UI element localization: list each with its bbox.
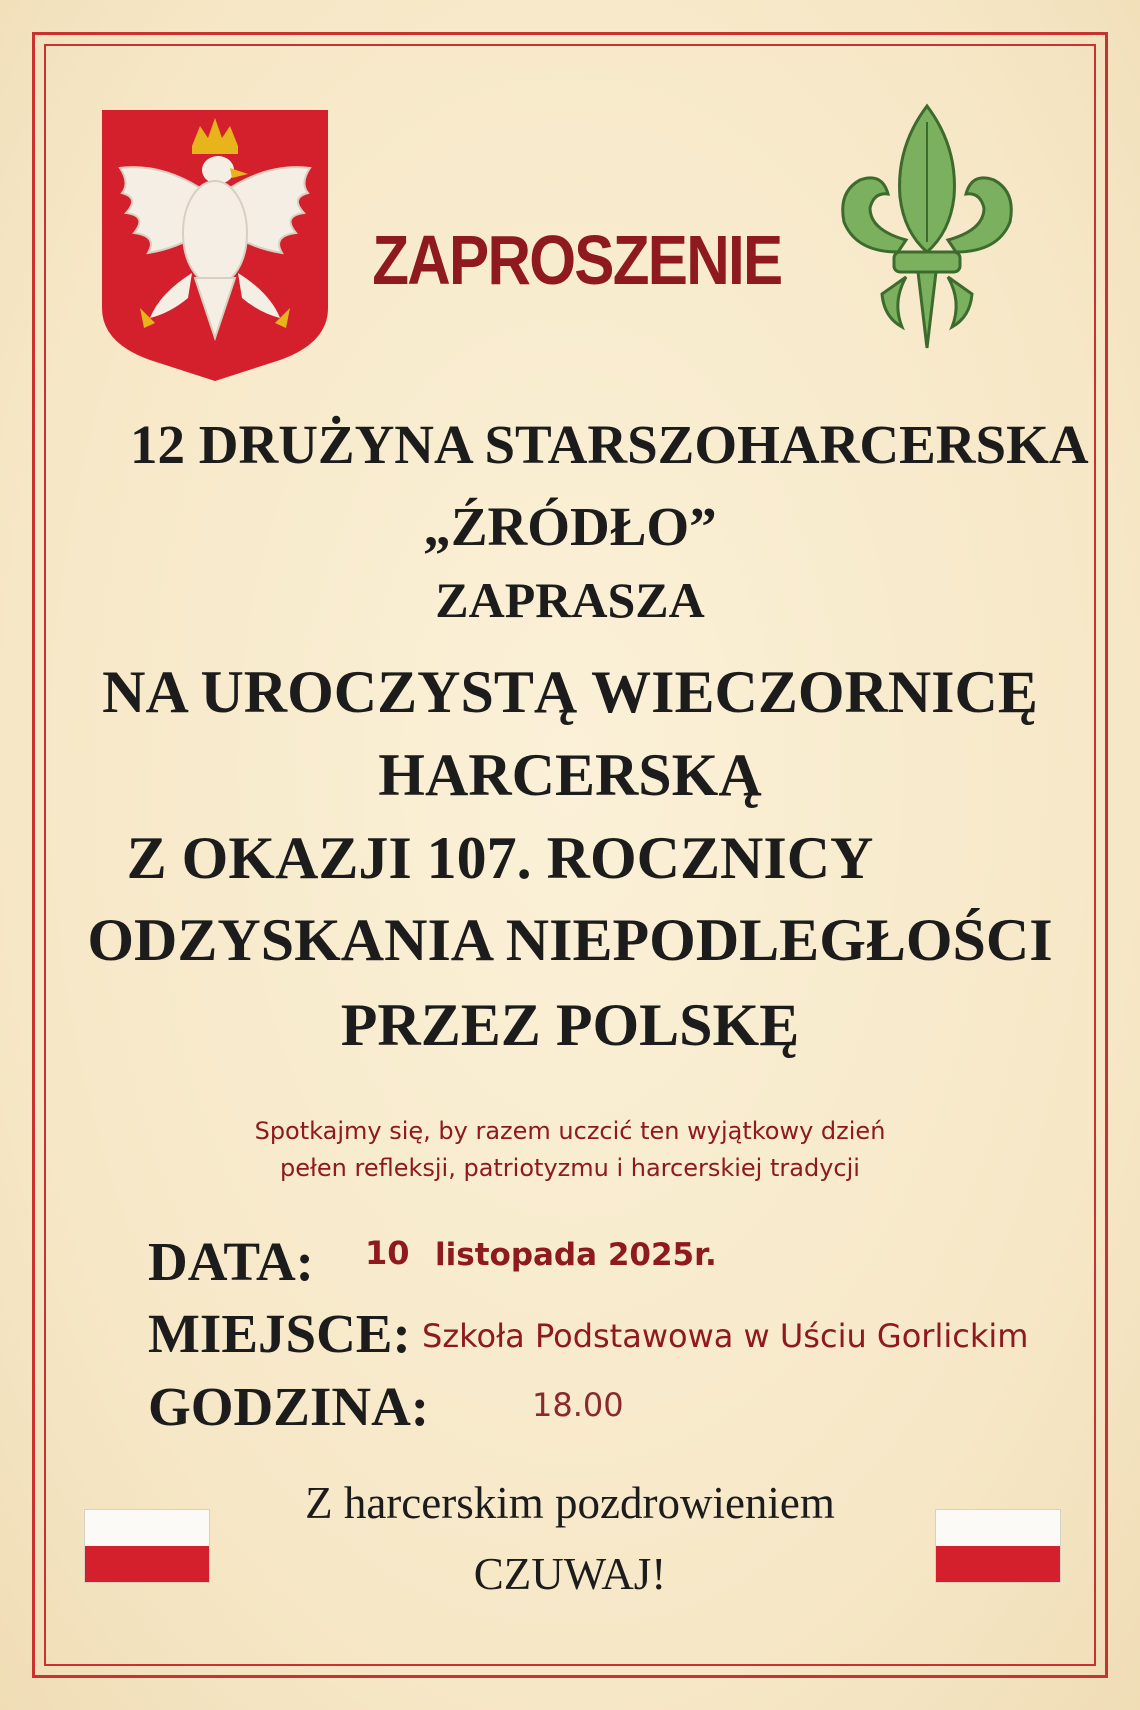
fleur-de-lis-icon bbox=[836, 102, 1018, 354]
place-value: Szkoła Podstawowa w Uściu Gorlickim bbox=[422, 1317, 1029, 1355]
date-rest: listopada 2025r. bbox=[435, 1237, 717, 1273]
headline-line-6: Z OKAZJI 107. ROCZNICY bbox=[126, 825, 874, 891]
time-label: GODZINA: bbox=[148, 1376, 430, 1437]
place-label: MIEJSCE: bbox=[148, 1303, 411, 1364]
polish-eagle-emblem-icon bbox=[100, 108, 330, 383]
time-value: 18.00 bbox=[532, 1386, 624, 1424]
headline-line-1: 12 DRUŻYNA STARSZOHARCERSKA bbox=[130, 414, 1089, 475]
subtitle-line-2: pełen refleksji, patriotyzmu i harcerskiej tradycji bbox=[280, 1154, 860, 1182]
closing-line-1: Z harcerskim pozdrowieniem bbox=[305, 1478, 835, 1528]
polish-flag-left-icon bbox=[84, 1509, 210, 1583]
headline-line-7: ODZYSKANIA NIEPODLEGŁOŚCI bbox=[87, 907, 1053, 973]
headline-line-8: PRZEZ POLSKĘ bbox=[340, 992, 800, 1058]
subtitle-line-1: Spotkajmy się, by razem uczcić ten wyjątkowy dzień bbox=[254, 1117, 886, 1145]
polish-flag-right-icon bbox=[935, 1509, 1061, 1583]
date-label: DATA: bbox=[148, 1231, 314, 1292]
closing-line-2: CZUWAJ! bbox=[473, 1549, 667, 1599]
date-day: 10 bbox=[365, 1234, 410, 1272]
headline-line-3: ZAPRASZA bbox=[435, 572, 705, 628]
invitation-title: ZAPROSZENIE bbox=[372, 221, 782, 299]
headline-line-4: NA UROCZYSTĄ WIECZORNICĘ bbox=[102, 659, 1038, 725]
headline-line-5: HARCERSKĄ bbox=[378, 742, 762, 808]
headline-line-2: „ŹRÓDŁO” bbox=[423, 496, 717, 557]
